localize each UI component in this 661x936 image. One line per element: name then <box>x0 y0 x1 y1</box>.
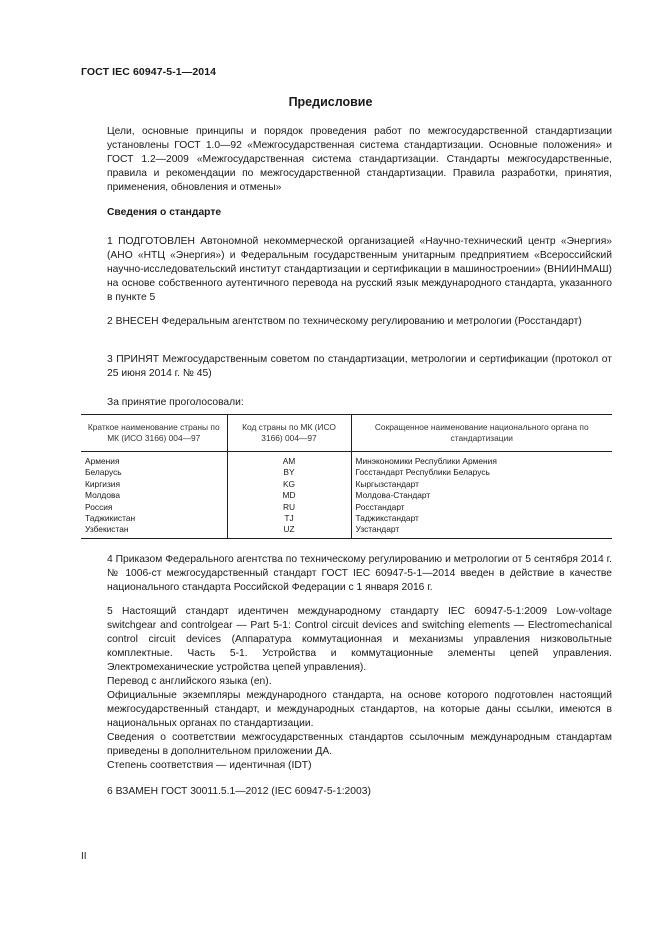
item-5-official: Официальные экземпляры международного стандарта, на основе которого подготовлен настоящий межгосударственный стандарт, и международных стандартов, на которые даны ссылки, имеются в национальных органах по стандартизации. <box>107 690 612 729</box>
table-row <box>81 452 612 468</box>
country-cell: Армения <box>85 456 120 466</box>
item-5-degree: Степень соответствия — идентичная (IDT) <box>107 760 312 771</box>
item-2 <box>81 315 612 329</box>
voting-table <box>81 414 612 539</box>
table-row <box>81 524 612 538</box>
body-cell: Госстандарт Республики Беларусь <box>351 467 612 478</box>
item-4 <box>81 553 612 595</box>
body-cell: Молдова-Стандарт <box>351 490 612 501</box>
document-id: ГОСТ IEC 60947-5-1—2014 <box>81 66 217 78</box>
country-cell: Беларусь <box>85 467 122 478</box>
country-cell: Россия <box>85 501 113 512</box>
code-cell: BY <box>227 467 351 478</box>
code-cell: AM <box>227 452 351 468</box>
code-cell: MD <box>227 490 351 501</box>
item-6 <box>81 785 612 799</box>
code-cell: RU <box>227 502 351 513</box>
code-cell: KG <box>227 479 351 490</box>
section-heading: Сведения о стандарте <box>107 207 222 218</box>
table-row <box>81 467 612 478</box>
table-header-code: Код страны по МК (ИСО 3166) 004—97 <box>227 415 351 452</box>
item-5 <box>81 605 612 773</box>
page-title: Предисловие <box>288 95 373 109</box>
body-cell: Узстандарт <box>351 524 612 538</box>
body-cell: Таджикстандарт <box>351 513 612 524</box>
table-row <box>81 502 612 513</box>
code-cell: TJ <box>227 513 351 524</box>
intro-paragraph <box>81 125 612 195</box>
page-number: II <box>81 851 87 862</box>
item-1-text: 1 ПОДГОТОВЛЕН Автономной некоммерческой организацией «Научно-технический центр «Энергия» (АНО «НТЦ «Энергия») и Федеральным государственным унитарным предприятием «Всероссийский научно-исследовательский институт стандартизации и сертификации в машиностроении» (ВНИИНМАШ) на основе собственного аутентичного перевода на русский язык международного стандарта, указанного в пункте 5 <box>107 236 612 303</box>
table-row <box>81 513 612 524</box>
table-header-country: Краткое наименование страны по МК (ИСО 3166) 004—97 <box>81 415 227 452</box>
item-5-text: 5 Настоящий стандарт идентичен международному стандарту IEC 60947-5-1:2009 Low-voltage switchgear and controlgear — Part 5-1: Control circuit devices and switching elements — Electromechanical control circuit devices (Аппаратура коммутационная и механизмы управления низковольтные комплектные. Часть 5-1. Устройства и коммутационные элементы цепей управления. Электромеханические устройства цепей управления). <box>107 606 612 673</box>
country-cell: Молдова <box>85 490 120 501</box>
table-header-row <box>81 415 612 452</box>
body-cell: Минэкономики Республики Армения <box>351 452 612 468</box>
item-5-language: Перевод с английского языка (en). <box>107 676 272 687</box>
body-cell: Росстандарт <box>351 502 612 513</box>
item-5-info: Сведения о соответствии межгосударственных стандартов ссылочным международным стандартам приведены в дополнительном приложении ДА. <box>107 732 612 757</box>
table-row <box>81 490 612 501</box>
item-2-text: 2 ВНЕСЕН Федеральным агентством по техническому регулированию и метрологии (Росстандарт) <box>107 316 582 327</box>
item-3 <box>81 353 612 381</box>
table-header-body: Сокращенное наименование национального органа по стандартизации <box>351 415 612 452</box>
item-1 <box>81 235 612 305</box>
item-4-text: 4 Приказом Федерального агентства по техническому регулированию и метрологии от 5 сентября 2014 г. № 1006-ст межгосударственный стандарт ГОСТ IEC 60947-5-1—2014 введен в действие в качестве национального стандарта Российской Федерации с 1 января 2016 г. <box>107 554 612 593</box>
table-row <box>81 479 612 490</box>
code-cell: UZ <box>227 524 351 538</box>
country-cell: Киргизия <box>85 478 121 489</box>
body-cell: Кыргызстандарт <box>351 479 612 490</box>
intro-text: Цели, основные принципы и порядок проведения работ по межгосударственной стандартизации установлены ГОСТ 1.0—92 «Межгосударственная система стандартизации. Основные положения» и ГОСТ 1.2—2009 «Межгосударственная система стандартизации. Стандарты межгосударственные, правила и рекомендации по межгосударственной стандартизации. Правила разработки, принятия, применения, обновления и отмены» <box>107 126 612 193</box>
item-3-text: 3 ПРИНЯТ Межгосударственным советом по стандартизации, метрологии и сертификации (протокол от 25 июня 2014 г. № 45) <box>107 354 612 379</box>
country-cell: Узбекистан <box>81 524 227 538</box>
vote-intro: За принятие проголосовали: <box>107 397 244 408</box>
country-cell: Таджикистан <box>85 512 136 523</box>
item-6-text: 6 ВЗАМЕН ГОСТ 30011.5.1—2012 (IEC 60947-5-1:2003) <box>107 786 371 797</box>
